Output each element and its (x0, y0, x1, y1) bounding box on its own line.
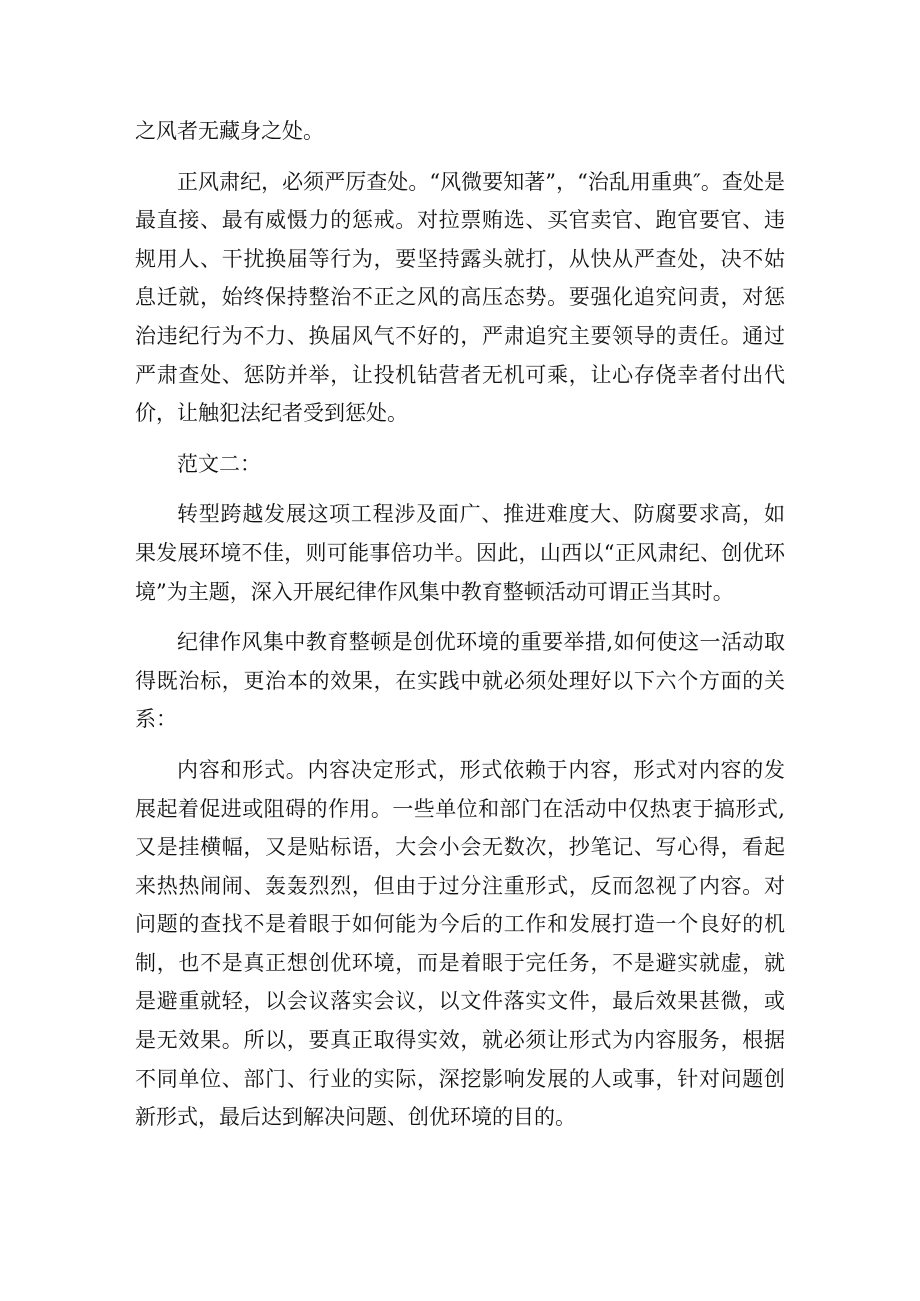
section-heading-sample-two: 范文二： (177, 451, 261, 476)
paragraph-continuation: 之风者无藏身之处。 (135, 119, 324, 143)
paragraph-six-relations: 纪律作风集中教育整顿是创优环境的重要举措,如何使这一活动取得既治标，更治本的效果，在实践中就必须处理好以下六个方面的关系： (135, 630, 785, 732)
body-text (135, 112, 785, 1137)
paragraph-transformation: 转型跨越发展这项工程涉及面广、推进难度大、防腐要求高，如果发展环境不佳，则可能事倍功半。因此，山西以“正风肃纪、创优环境”为主题，深入开展纪律作风集中教育整顿活动可谓正当其时。 (135, 502, 785, 604)
paragraph-strict-investigation: 正风肃纪，必须严厉查处。“风微要知著”，“治乱用重典″。查处是最直接、最有威慑力的惩戒。对拉票贿选、买官卖官、跑官要官、违规用人、干扰换届等行为，要坚持露头就打，从快从严查处，决不姑息迁就，始终保持整治不正之风的高压态势。要强化追究问责，对惩治违纪行为不力、换届风气不好的，严肃追究主要领导的责任。通过严肃查处、惩防并举，让投机钻营者无机可乘，让心存侥幸者付出代价，让触犯法纪者受到惩处。 (135, 169, 785, 426)
paragraph-content-and-form: 内容和形式。内容决定形式，形式依赖于内容，形式对内容的发展起着促进或阻碍的作用。一些单位和部门在活动中仅热衷于搞形式,又是挂横幅，又是贴标语，大会小会无数次，抄笔记、写心得，看起来热热闹闹、轰轰烈烈，但由于过分注重形式，反而忽视了内容。对问题的查找不是着眼于如何能为今后的工作和发展打造一个良好的机制，也不是真正想创优环境，而是着眼于完任务，不是避实就虚，就是避重就轻，以会议落实会议，以文件落实文件，最后效果甚微，或是无效果。所以，要真正取得实效，就必须让形式为内容服务，根据不同单位、部门、行业的实际，深挖影响发展的人或事，针对问题创新形式，最后达到解决问题、创优环境的目的。 (135, 757, 785, 1130)
